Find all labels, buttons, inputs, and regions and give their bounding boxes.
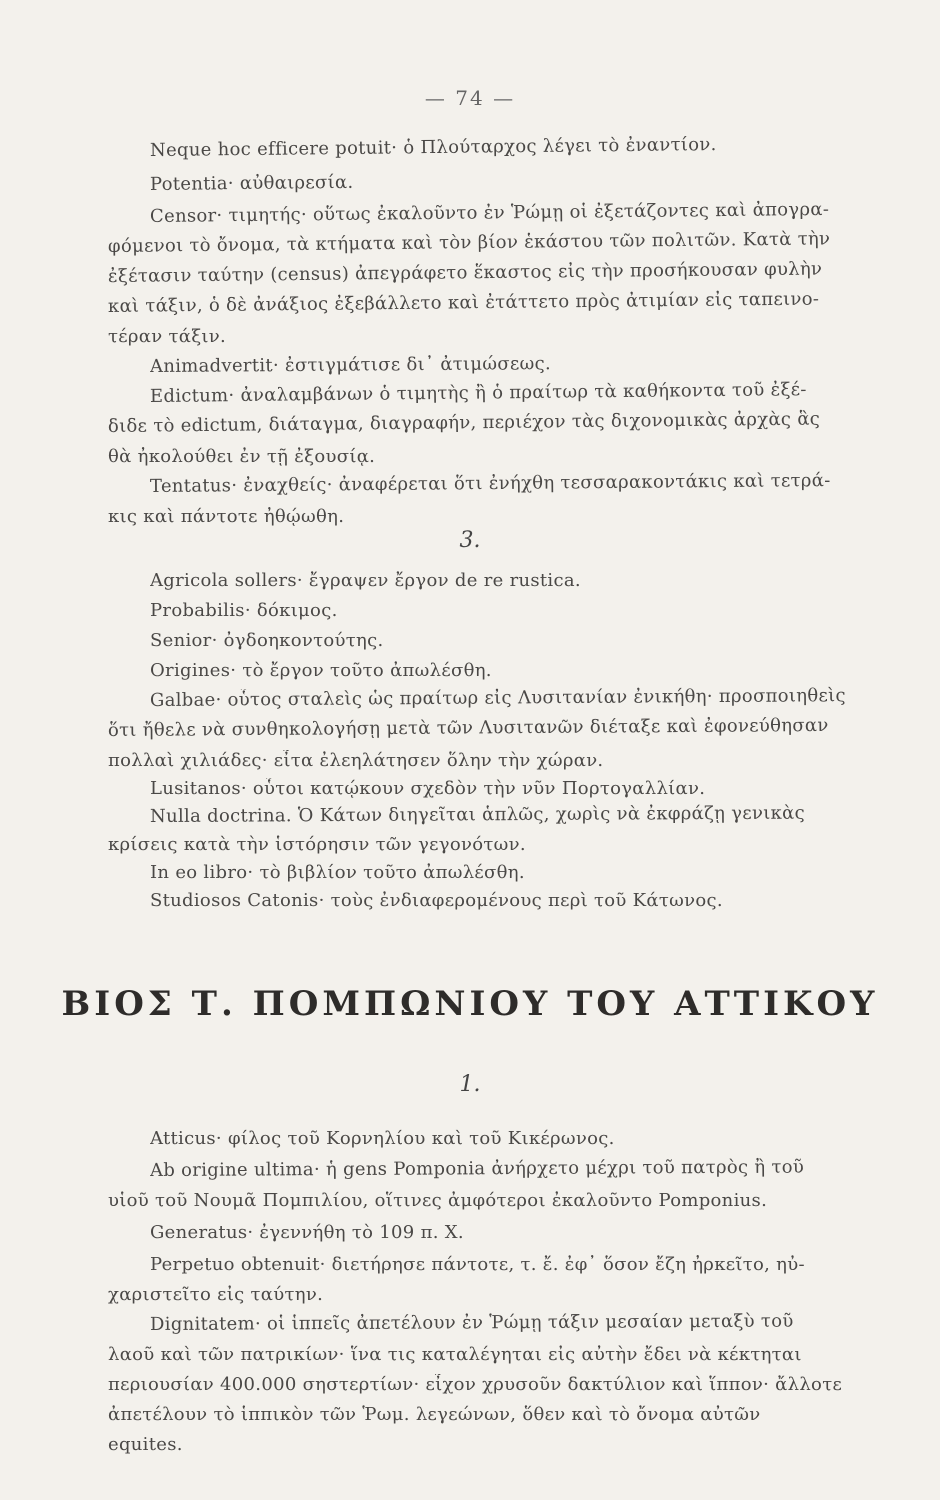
note-line: Edictum· ἀναλαμβάνων ὁ τιμητὴς ἢ ὁ πραίτωρ τὰ καθήκοντα τοῦ ἐξέ-: [149, 379, 807, 407]
note-line: χαριστεῖτο εἰς ταύτην.: [108, 1284, 324, 1305]
section-number: 1.: [459, 1072, 481, 1097]
note-line: Animadvertit· ἐστιγμάτισε δι᾽ ἀτιμώσεως.: [149, 353, 552, 377]
note-line: θὰ ἠκολούθει ἐν τῇ ἐξουσίᾳ.: [108, 446, 376, 467]
note-line: περιουσίαν 400.000 σηστερτίων· εἶχον χρυσοῦν δακτύλιον καὶ ἵππον· ἄλλοτε: [108, 1374, 843, 1395]
note-line: ἀπετέλουν τὸ ἱππικὸν τῶν Ῥωμ. λεγεώνων, ὅθεν καὶ τὸ ὄνομα αὐτῶν: [108, 1404, 761, 1425]
note-line: Neque hoc efficere potuit· ὁ Πλούταρχος λέγει τὸ ἐναντίον.: [149, 134, 717, 161]
note-line: Perpetuo obtenuit· διετήρησε πάντοτε, τ. ἔ. ἐφ᾽ ὅσον ἔζη ἠρκεῖτο, ηὐ-: [150, 1254, 805, 1275]
note-line: Probabilis· δόκιμος.: [150, 600, 338, 621]
note-line: Origines· τὸ ἔργον τοῦτο ἀπωλέσθη.: [150, 660, 492, 681]
note-line: Generatus· ἐγεννήθη τὸ 109 π. Χ.: [150, 1222, 464, 1243]
note-line: equites.: [108, 1434, 183, 1455]
note-line: Ab origine ultima· ἡ gens Pomponia ἀνήρχετο μέχρι τοῦ πατρὸς ἢ τοῦ: [149, 1156, 805, 1181]
note-line: λαοῦ καὶ τῶν πατρικίων· ἵνα τις καταλέγηται εἰς αὐτὴν ἔδει νὰ κέκτηται: [108, 1344, 802, 1365]
note-line: Nulla doctrina. Ὁ Κάτων διηγεῖται ἁπλῶς, χωρὶς νὰ ἐκφράζῃ γενικὰς: [149, 802, 805, 827]
note-line: Agricola sollers· ἔγραψεν ἔργον de re rustica.: [150, 570, 581, 591]
note-line: Tentatus· ἐναχθείς· ἀναφέρεται ὅτι ἐνήχθη τεσσαρακοντάκις καὶ τετρά-: [149, 470, 831, 497]
note-line: In eo libro· τὸ βιβλίον τοῦτο ἀπωλέσθη.: [150, 862, 525, 883]
note-line: διδε τὸ edictum, διάταγμα, διαγραφήν, περιέχον τὰς διχονομικὰς ἀρχὰς ἃς: [107, 408, 821, 437]
note-line: Senior· ὀγδοηκοντούτης.: [150, 630, 384, 651]
note-line: Dignitatem· οἱ ἱππεῖς ἀπετέλουν ἐν Ῥώμῃ τάξιν μεσαίαν μεταξὺ τοῦ: [149, 1310, 794, 1335]
note-line: υἱοῦ τοῦ Νουμᾶ Πομπιλίου, οἵτινες ἀμφότεροι ἐκαλοῦντο Pomponius.: [108, 1190, 768, 1211]
note-line: κις καὶ πάντοτε ἠθῴωθη.: [108, 506, 345, 527]
note-line: τέραν τάξιν.: [108, 326, 227, 347]
note-line: Galbae· οὗτος σταλεὶς ὡς πραίτωρ εἰς Λυσιτανίαν ἐνικήθη· προσποιηθεὶς: [149, 685, 846, 711]
note-line: ὅτι ἤθελε νὰ συνθηκολογήσῃ μετὰ τῶν Λυσιτανῶν διέταξε καὶ ἐφονεύθησαν: [107, 714, 829, 741]
note-line: Studiosos Catonis· τοὺς ἐνδιαφερομένους περὶ τοῦ Κάτωνος.: [150, 890, 723, 911]
note-line: ἐξέτασιν ταύτην (census) ἀπεγράφετο ἕκαστος εἰς τὴν προσήκουσαν φυλὴν: [107, 258, 823, 287]
section-number: 3.: [459, 528, 481, 553]
note-line: Lusitanos· οὗτοι κατῴκουν σχεδὸν τὴν νῦν Πορτογαλλίαν.: [150, 778, 706, 799]
page-number: — 74 —: [424, 86, 516, 110]
note-line: φόμενοι τὸ ὄνομα, τὰ κτήματα καὶ τὸν βίον ἑκάστου τῶν πολιτῶν. Κατὰ τὴν: [107, 228, 831, 257]
note-line: καὶ τάξιν, ὁ δὲ ἀνάξιος ἐξεβάλλετο καὶ ἐτάττετο πρὸς ἀτιμίαν εἰς ταπεινο-: [107, 288, 820, 317]
note-line: Censor· τιμητής· οὕτως ἐκαλοῦντο ἐν Ῥώμῃ οἱ ἐξετάζοντες καὶ ἀπογρα-: [149, 198, 830, 227]
note-line: πολλαὶ χιλιάδες· εἶτα ἐλεηλάτησεν ὅλην τὴν χώραν.: [108, 750, 604, 771]
note-line: Potentia· αὐθαιρεσία.: [149, 171, 354, 195]
note-line: κρίσεις κατὰ τὴν ἱστόρησιν τῶν γεγονότων.: [108, 834, 526, 855]
chapter-heading: ΒΙΟΣ Τ. ΠΟΜΠΩΝΙΟΥ ΤΟΥ ΑΤΤΙΚΟΥ: [61, 984, 879, 1024]
note-line: Atticus· φίλος τοῦ Κορνηλίου καὶ τοῦ Κικέρωνος.: [150, 1128, 615, 1149]
